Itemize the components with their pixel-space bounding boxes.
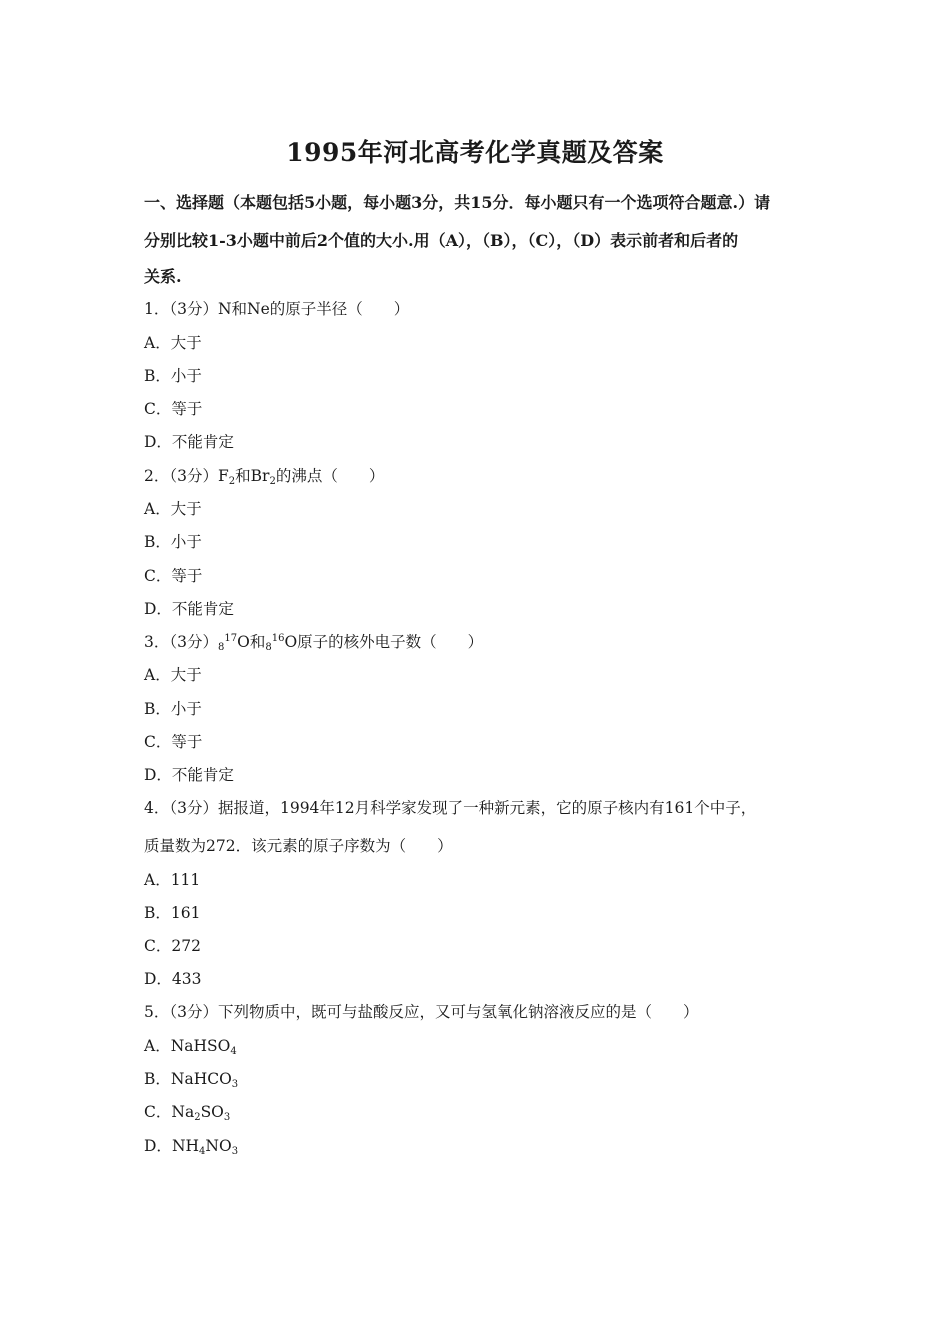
question-4-option-c: C．272 [144, 937, 201, 955]
isotope-o16: $_8^{16}$O [265, 633, 298, 653]
question-2-option-b: B．小于 [144, 533, 202, 551]
question-2-option-a: A．大于 [144, 500, 202, 518]
section-instructions-line-3: 关系. [144, 267, 182, 286]
question-1-option-a: A．大于 [144, 334, 202, 352]
question-4-stem-line-1: 4．（3分）据报道，1994年12月科学家发现了一种新元素，它的原子核内有161个中子， [144, 799, 757, 817]
question-3-option-b: B．小于 [144, 700, 202, 718]
question-4-stem-line-2: 质量数为272．该元素的原子序数为（ ） [144, 837, 453, 855]
question-1-option-d: D．不能肯定 [144, 433, 234, 451]
question-4-option-b: B．161 [144, 904, 201, 922]
question-3-number: 3．（3分） [144, 633, 218, 651]
section-instructions-line-2: 分别比较1-3小题中前后2个值的大小.用（A），（B），（C），（D）表示前者和后者的 [144, 231, 739, 250]
section-instructions-line-1: 一、选择题（本题包括5小题，每小题3分，共15分．每小题只有一个选项符合题意.）请 [144, 193, 771, 212]
question-5-option-a: A．NaHSO$_4$ [144, 1037, 237, 1057]
question-3-option-d: D．不能肯定 [144, 766, 234, 784]
question-2-stem: 2．（3分）$F_2$和$Br_2$的沸点（ ） [144, 467, 385, 487]
question-3-option-a: A．大于 [144, 666, 202, 684]
question-5-option-b: B．NaHCO$_3$ [144, 1070, 239, 1090]
question-1-option-b: B．小于 [144, 367, 202, 385]
question-3-stem: 3．（3分）$_8^{17}O$和$_8^{16}$O原子的核外电子数（ ） [144, 633, 484, 653]
question-5-stem: 5．（3分）下列物质中，既可与盐酸反应，又可与氢氧化钠溶液反应的是（ ） [144, 1003, 699, 1021]
formula-f2: $F_2$ [217, 467, 236, 487]
question-1-option-c: C．等于 [144, 400, 203, 418]
question-3-option-c: C．等于 [144, 733, 203, 751]
question-5-option-d: D．$NH_4NO_3$ [144, 1137, 239, 1157]
question-2-option-c: C．等于 [144, 567, 203, 585]
question-5-option-c: C．$Na_2SO_3$ [144, 1103, 231, 1123]
page-title: 1995年河北高考化学真题及答案 [286, 138, 664, 167]
question-2-option-d: D．不能肯定 [144, 600, 234, 618]
formula-br2: $Br_2$ [250, 467, 276, 487]
question-4-option-a: A．111 [144, 871, 201, 889]
question-4-option-d: D．433 [144, 970, 202, 988]
question-1-stem: 1．（3分）N和Ne的原子半径（ ） [144, 300, 410, 318]
isotope-o17: $_8^{17}$O [217, 633, 250, 653]
question-2-number: 2．（3分） [144, 467, 218, 485]
